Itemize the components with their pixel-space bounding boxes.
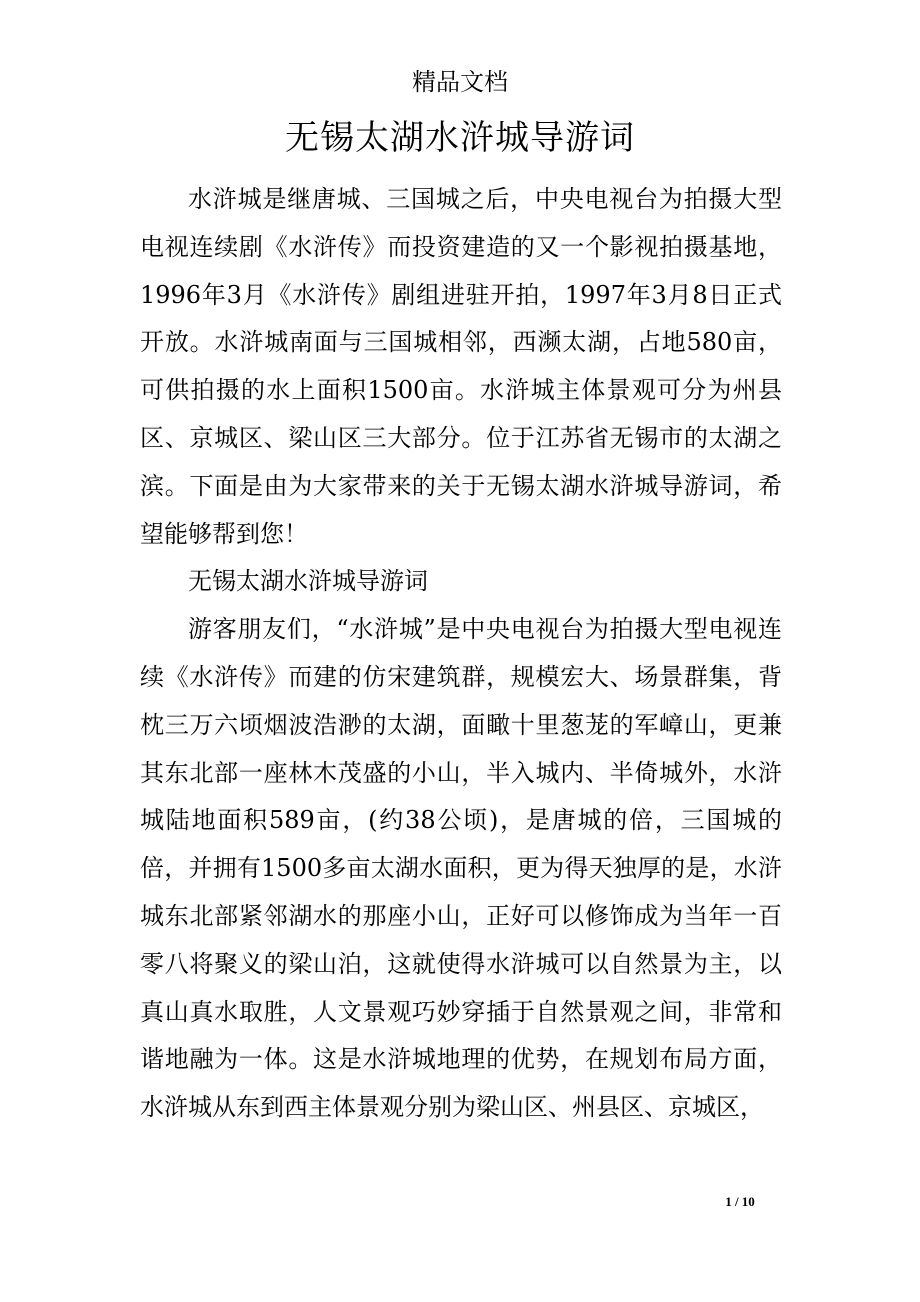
page-header: 精品文档: [412, 68, 508, 96]
intro-paragraph: 水浒城是继唐城、三国城之后，中央电视台为拍摄大型电视连续剧《水浒传》而投资建造的又一个影视拍摄基地，1996年3月《水浒传》剧组进驻开拍，1997年3月8日正式开放。水浒城南面与三国城相邻，西濒太湖，占地580亩，可供拍摄的水上面积1500亩。水浒城主体景观可分为州县区、京城区、梁山区三大部分。位于江苏省无锡市的太湖之滨。下面是由为大家带来的关于无锡太湖水浒城导游词，希望能够帮到您！: [140, 185, 782, 548]
page-number: 1 / 10: [725, 1194, 755, 1209]
document-body: [140, 176, 782, 1132]
document-title: 无锡太湖水浒城导游词: [285, 118, 635, 158]
body-paragraph: 游客朋友们，“水浒城”是中央电视台为拍摄大型电视连续《水浒传》而建的仿宋建筑群，规模宏大、场景群集，背枕三万六顷烟波浩渺的太湖，面瞰十里葱茏的军嶂山，更兼其东北部一座林木茂盛的小山，半入城内、半倚城外，水浒城陆地面积589亩，(约38公顷)，是唐城的倍，三国城的倍，并拥有1500多亩太湖水面积，更为得天独厚的是，水浒城东北部紧邻湖水的那座小山，正好可以修饰成为当年一百零八将聚义的梁山泊，这就使得水浒城可以自然景为主，以真山真水取胜，人文景观巧妙穿插于自然景观之间，非常和谐地融为一体。这是水浒城地理的优势，在规划布局方面，水浒城从东到西主体景观分别为梁山区、州县区、京城区，: [140, 615, 782, 1122]
section-heading: 无锡太湖水浒城导游词: [188, 567, 428, 596]
